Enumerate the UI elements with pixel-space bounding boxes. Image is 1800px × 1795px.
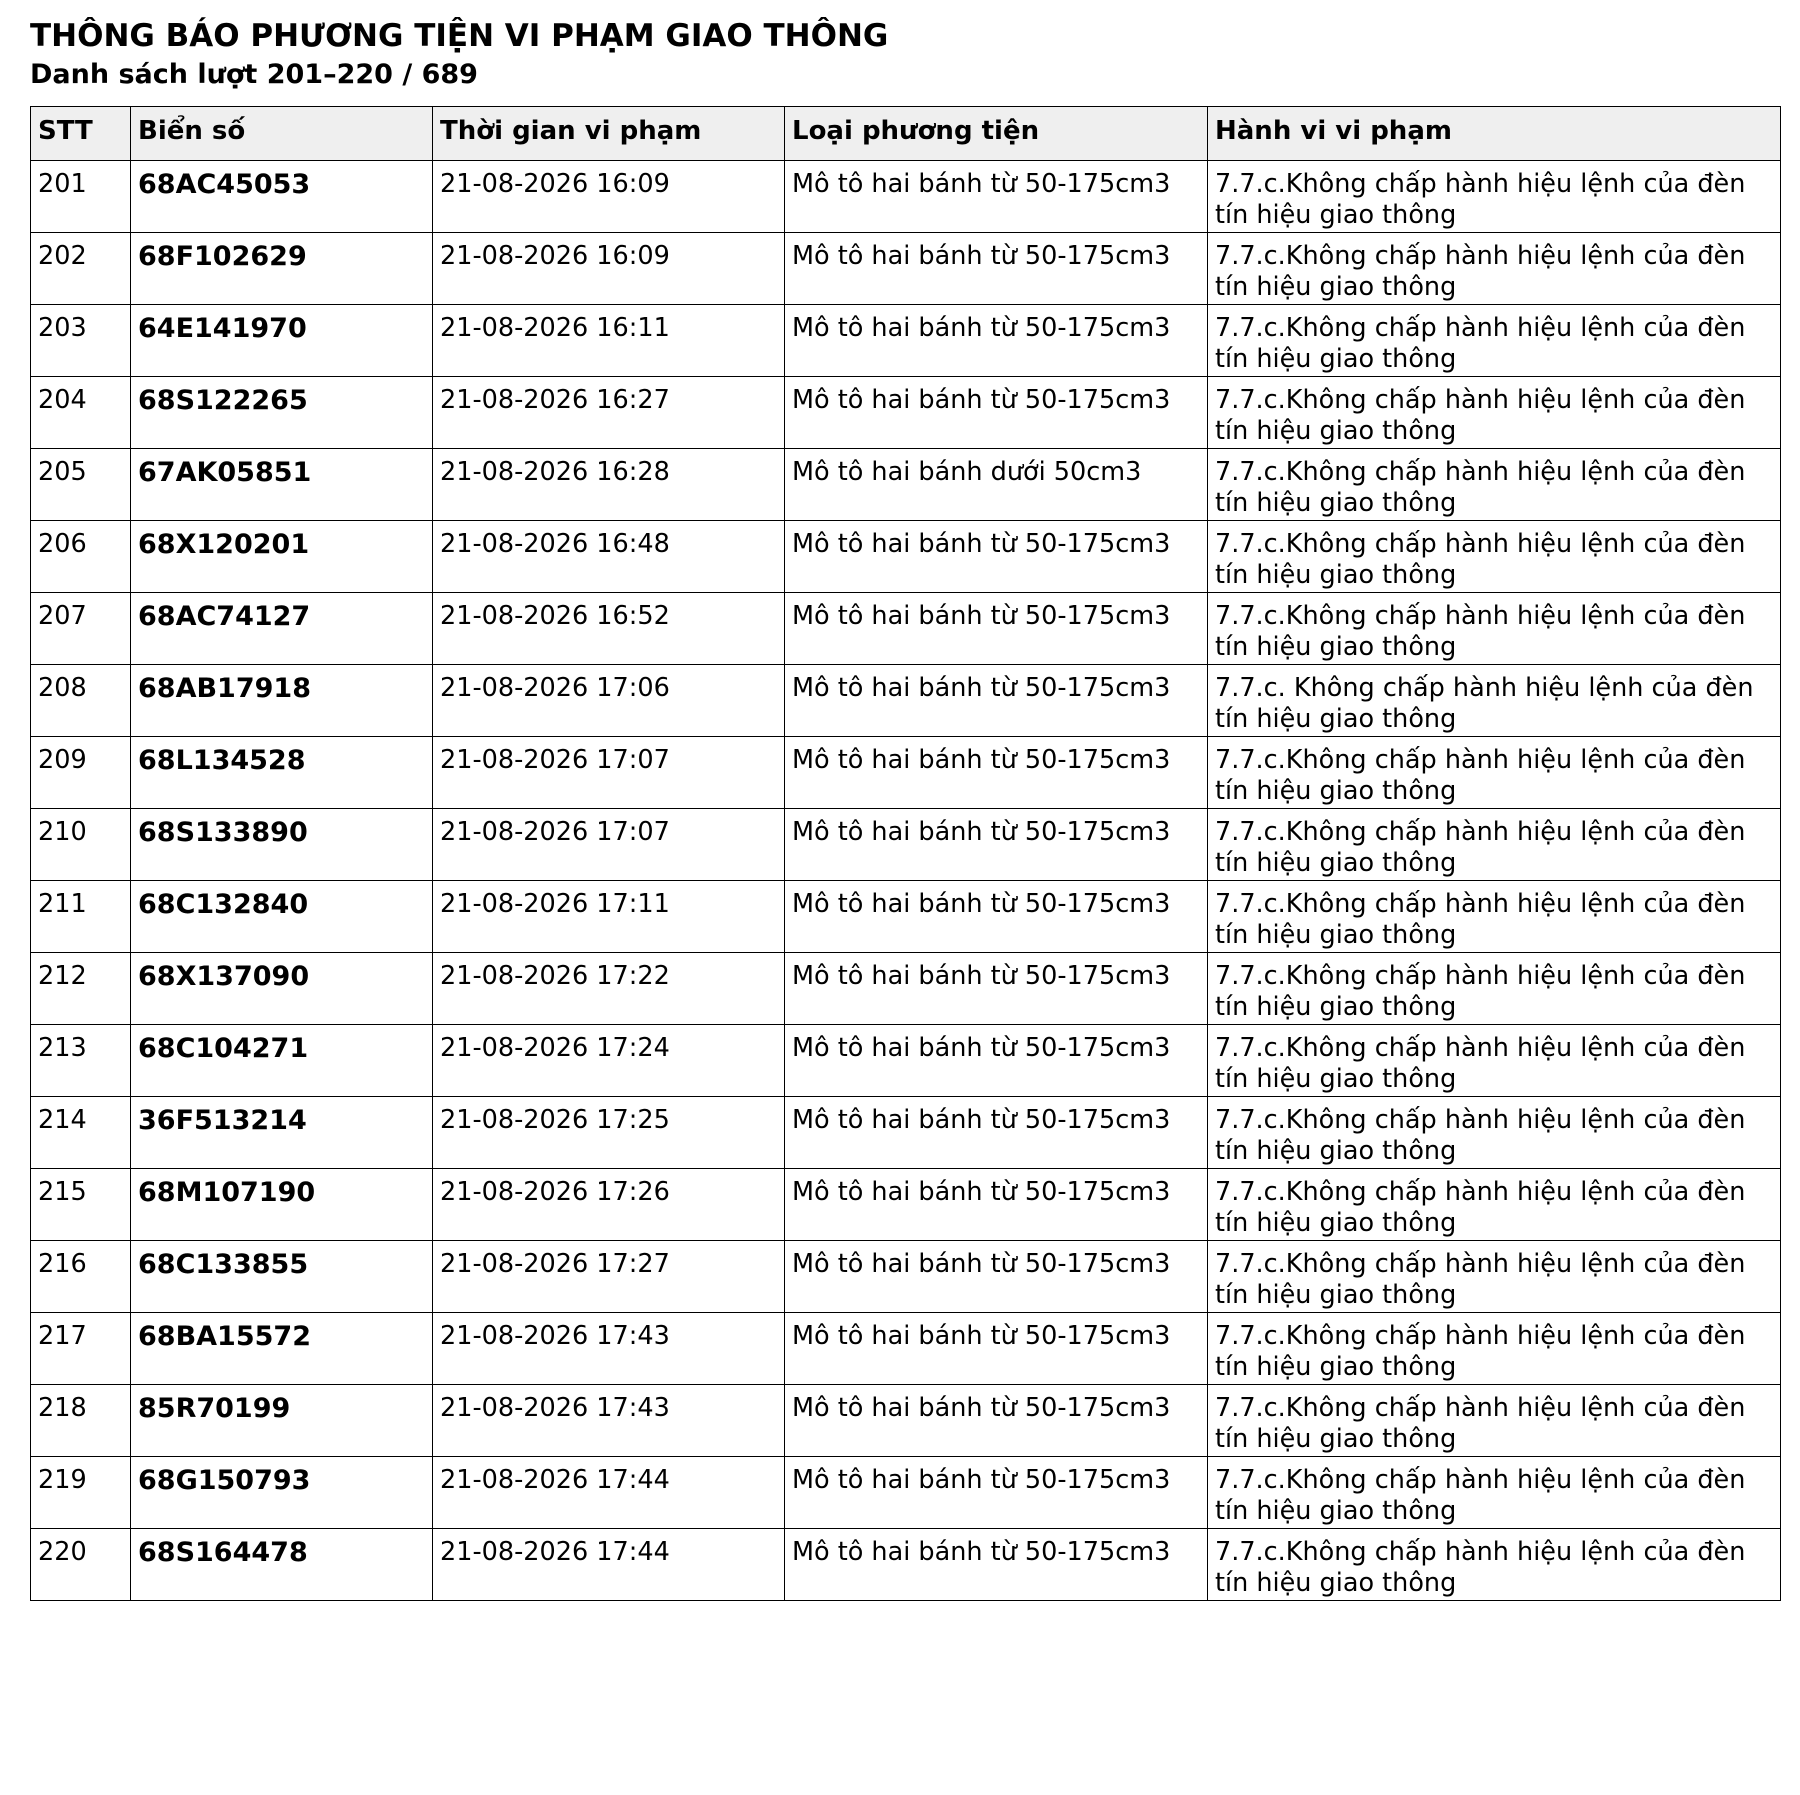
cell-violation: 7.7.c.Không chấp hành hiệu lệnh của đèn tín hiệu giao thông bbox=[1208, 809, 1781, 881]
column-header-stt: STT bbox=[31, 107, 131, 161]
cell-violation: 7.7.c.Không chấp hành hiệu lệnh của đèn tín hiệu giao thông bbox=[1208, 737, 1781, 809]
cell-plate: 68S122265 bbox=[131, 377, 433, 449]
cell-time: 21-08-2026 17:22 bbox=[433, 953, 785, 1025]
cell-plate: 68BA15572 bbox=[131, 1313, 433, 1385]
cell-plate: 68AB17918 bbox=[131, 665, 433, 737]
cell-time: 21-08-2026 17:07 bbox=[433, 809, 785, 881]
cell-violation: 7.7.c.Không chấp hành hiệu lệnh của đèn tín hiệu giao thông bbox=[1208, 593, 1781, 665]
cell-plate: 85R70199 bbox=[131, 1385, 433, 1457]
cell-time: 21-08-2026 17:25 bbox=[433, 1097, 785, 1169]
cell-stt: 216 bbox=[31, 1241, 131, 1313]
cell-plate: 68C133855 bbox=[131, 1241, 433, 1313]
cell-vehicle-type: Mô tô hai bánh từ 50-175cm3 bbox=[785, 665, 1208, 737]
table-row bbox=[31, 233, 1781, 305]
cell-stt: 206 bbox=[31, 521, 131, 593]
cell-time: 21-08-2026 16:11 bbox=[433, 305, 785, 377]
cell-time: 21-08-2026 16:52 bbox=[433, 593, 785, 665]
cell-time: 21-08-2026 16:27 bbox=[433, 377, 785, 449]
column-header-plate: Biển số bbox=[131, 107, 433, 161]
cell-stt: 210 bbox=[31, 809, 131, 881]
cell-plate: 68M107190 bbox=[131, 1169, 433, 1241]
cell-stt: 204 bbox=[31, 377, 131, 449]
table-row bbox=[31, 809, 1781, 881]
cell-vehicle-type: Mô tô hai bánh từ 50-175cm3 bbox=[785, 1241, 1208, 1313]
table-row bbox=[31, 161, 1781, 233]
cell-vehicle-type: Mô tô hai bánh từ 50-175cm3 bbox=[785, 953, 1208, 1025]
cell-vehicle-type: Mô tô hai bánh từ 50-175cm3 bbox=[785, 1025, 1208, 1097]
cell-violation: 7.7.c.Không chấp hành hiệu lệnh của đèn tín hiệu giao thông bbox=[1208, 1169, 1781, 1241]
cell-stt: 201 bbox=[31, 161, 131, 233]
cell-stt: 219 bbox=[31, 1457, 131, 1529]
cell-vehicle-type: Mô tô hai bánh từ 50-175cm3 bbox=[785, 161, 1208, 233]
table-row bbox=[31, 737, 1781, 809]
cell-violation: 7.7.c.Không chấp hành hiệu lệnh của đèn tín hiệu giao thông bbox=[1208, 1025, 1781, 1097]
cell-stt: 205 bbox=[31, 449, 131, 521]
cell-vehicle-type: Mô tô hai bánh từ 50-175cm3 bbox=[785, 1313, 1208, 1385]
cell-stt: 214 bbox=[31, 1097, 131, 1169]
cell-stt: 202 bbox=[31, 233, 131, 305]
cell-time: 21-08-2026 17:44 bbox=[433, 1457, 785, 1529]
cell-plate: 68L134528 bbox=[131, 737, 433, 809]
cell-vehicle-type: Mô tô hai bánh từ 50-175cm3 bbox=[785, 1457, 1208, 1529]
cell-vehicle-type: Mô tô hai bánh từ 50-175cm3 bbox=[785, 377, 1208, 449]
cell-violation: 7.7.c.Không chấp hành hiệu lệnh của đèn tín hiệu giao thông bbox=[1208, 161, 1781, 233]
cell-plate: 68X137090 bbox=[131, 953, 433, 1025]
cell-plate: 68S133890 bbox=[131, 809, 433, 881]
cell-time: 21-08-2026 17:27 bbox=[433, 1241, 785, 1313]
cell-violation: 7.7.c.Không chấp hành hiệu lệnh của đèn tín hiệu giao thông bbox=[1208, 1097, 1781, 1169]
table-row bbox=[31, 377, 1781, 449]
cell-time: 21-08-2026 17:06 bbox=[433, 665, 785, 737]
cell-time: 21-08-2026 17:44 bbox=[433, 1529, 785, 1601]
cell-vehicle-type: Mô tô hai bánh từ 50-175cm3 bbox=[785, 1385, 1208, 1457]
cell-plate: 68S164478 bbox=[131, 1529, 433, 1601]
cell-plate: 68X120201 bbox=[131, 521, 433, 593]
cell-stt: 207 bbox=[31, 593, 131, 665]
table-row bbox=[31, 881, 1781, 953]
cell-vehicle-type: Mô tô hai bánh từ 50-175cm3 bbox=[785, 809, 1208, 881]
table-row bbox=[31, 1097, 1781, 1169]
cell-time: 21-08-2026 17:11 bbox=[433, 881, 785, 953]
cell-stt: 217 bbox=[31, 1313, 131, 1385]
cell-time: 21-08-2026 17:24 bbox=[433, 1025, 785, 1097]
table-body bbox=[31, 161, 1781, 1601]
cell-stt: 220 bbox=[31, 1529, 131, 1601]
cell-stt: 203 bbox=[31, 305, 131, 377]
cell-violation: 7.7.c.Không chấp hành hiệu lệnh của đèn tín hiệu giao thông bbox=[1208, 233, 1781, 305]
cell-plate: 68F102629 bbox=[131, 233, 433, 305]
cell-violation: 7.7.c.Không chấp hành hiệu lệnh của đèn tín hiệu giao thông bbox=[1208, 449, 1781, 521]
cell-time: 21-08-2026 17:07 bbox=[433, 737, 785, 809]
table-row bbox=[31, 593, 1781, 665]
cell-plate: 67AK05851 bbox=[131, 449, 433, 521]
cell-vehicle-type: Mô tô hai bánh từ 50-175cm3 bbox=[785, 1097, 1208, 1169]
page-subtitle: Danh sách lượt 201–220 / 689 bbox=[30, 59, 478, 90]
cell-plate: 68C132840 bbox=[131, 881, 433, 953]
cell-plate: 68AC45053 bbox=[131, 161, 433, 233]
cell-stt: 215 bbox=[31, 1169, 131, 1241]
cell-violation: 7.7.c.Không chấp hành hiệu lệnh của đèn tín hiệu giao thông bbox=[1208, 521, 1781, 593]
cell-violation: 7.7.c.Không chấp hành hiệu lệnh của đèn tín hiệu giao thông bbox=[1208, 1529, 1781, 1601]
cell-plate: 68AC74127 bbox=[131, 593, 433, 665]
cell-vehicle-type: Mô tô hai bánh dưới 50cm3 bbox=[785, 449, 1208, 521]
cell-stt: 208 bbox=[31, 665, 131, 737]
violations-table bbox=[30, 106, 1781, 1601]
cell-stt: 212 bbox=[31, 953, 131, 1025]
cell-stt: 218 bbox=[31, 1385, 131, 1457]
column-header-violation: Hành vi vi phạm bbox=[1208, 107, 1781, 161]
cell-plate: 68C104271 bbox=[131, 1025, 433, 1097]
cell-stt: 213 bbox=[31, 1025, 131, 1097]
cell-violation: 7.7.c.Không chấp hành hiệu lệnh của đèn tín hiệu giao thông bbox=[1208, 1241, 1781, 1313]
cell-vehicle-type: Mô tô hai bánh từ 50-175cm3 bbox=[785, 593, 1208, 665]
cell-plate: 36F513214 bbox=[131, 1097, 433, 1169]
cell-violation: 7.7.c.Không chấp hành hiệu lệnh của đèn tín hiệu giao thông bbox=[1208, 1313, 1781, 1385]
cell-violation: 7.7.c.Không chấp hành hiệu lệnh của đèn tín hiệu giao thông bbox=[1208, 1457, 1781, 1529]
table-row bbox=[31, 1529, 1781, 1601]
cell-violation: 7.7.c.Không chấp hành hiệu lệnh của đèn tín hiệu giao thông bbox=[1208, 305, 1781, 377]
cell-time: 21-08-2026 16:09 bbox=[433, 233, 785, 305]
cell-violation: 7.7.c.Không chấp hành hiệu lệnh của đèn tín hiệu giao thông bbox=[1208, 953, 1781, 1025]
table-row bbox=[31, 449, 1781, 521]
cell-stt: 209 bbox=[31, 737, 131, 809]
cell-vehicle-type: Mô tô hai bánh từ 50-175cm3 bbox=[785, 1169, 1208, 1241]
cell-stt: 211 bbox=[31, 881, 131, 953]
page-title: THÔNG BÁO PHƯƠNG TIỆN VI PHẠM GIAO THÔNG bbox=[30, 18, 889, 54]
cell-time: 21-08-2026 17:43 bbox=[433, 1385, 785, 1457]
cell-time: 21-08-2026 16:48 bbox=[433, 521, 785, 593]
cell-vehicle-type: Mô tô hai bánh từ 50-175cm3 bbox=[785, 1529, 1208, 1601]
table-header bbox=[31, 107, 1781, 161]
column-header-vehicle-type: Loại phương tiện bbox=[785, 107, 1208, 161]
table-row bbox=[31, 1169, 1781, 1241]
cell-vehicle-type: Mô tô hai bánh từ 50-175cm3 bbox=[785, 737, 1208, 809]
table-header-row bbox=[31, 107, 1781, 161]
table-row bbox=[31, 1241, 1781, 1313]
table-row bbox=[31, 665, 1781, 737]
cell-plate: 68G150793 bbox=[131, 1457, 433, 1529]
cell-time: 21-08-2026 16:28 bbox=[433, 449, 785, 521]
cell-violation: 7.7.c. Không chấp hành hiệu lệnh của đèn tín hiệu giao thông bbox=[1208, 665, 1781, 737]
cell-time: 21-08-2026 16:09 bbox=[433, 161, 785, 233]
table-row bbox=[31, 1025, 1781, 1097]
cell-plate: 64E141970 bbox=[131, 305, 433, 377]
table-row bbox=[31, 1385, 1781, 1457]
table-row bbox=[31, 305, 1781, 377]
cell-violation: 7.7.c.Không chấp hành hiệu lệnh của đèn tín hiệu giao thông bbox=[1208, 377, 1781, 449]
table-row bbox=[31, 953, 1781, 1025]
cell-vehicle-type: Mô tô hai bánh từ 50-175cm3 bbox=[785, 881, 1208, 953]
cell-violation: 7.7.c.Không chấp hành hiệu lệnh của đèn tín hiệu giao thông bbox=[1208, 1385, 1781, 1457]
cell-vehicle-type: Mô tô hai bánh từ 50-175cm3 bbox=[785, 305, 1208, 377]
cell-time: 21-08-2026 17:43 bbox=[433, 1313, 785, 1385]
table-row bbox=[31, 521, 1781, 593]
cell-time: 21-08-2026 17:26 bbox=[433, 1169, 785, 1241]
table-row bbox=[31, 1457, 1781, 1529]
column-header-time: Thời gian vi phạm bbox=[433, 107, 785, 161]
cell-vehicle-type: Mô tô hai bánh từ 50-175cm3 bbox=[785, 521, 1208, 593]
cell-vehicle-type: Mô tô hai bánh từ 50-175cm3 bbox=[785, 233, 1208, 305]
cell-violation: 7.7.c.Không chấp hành hiệu lệnh của đèn tín hiệu giao thông bbox=[1208, 881, 1781, 953]
table-row bbox=[31, 1313, 1781, 1385]
